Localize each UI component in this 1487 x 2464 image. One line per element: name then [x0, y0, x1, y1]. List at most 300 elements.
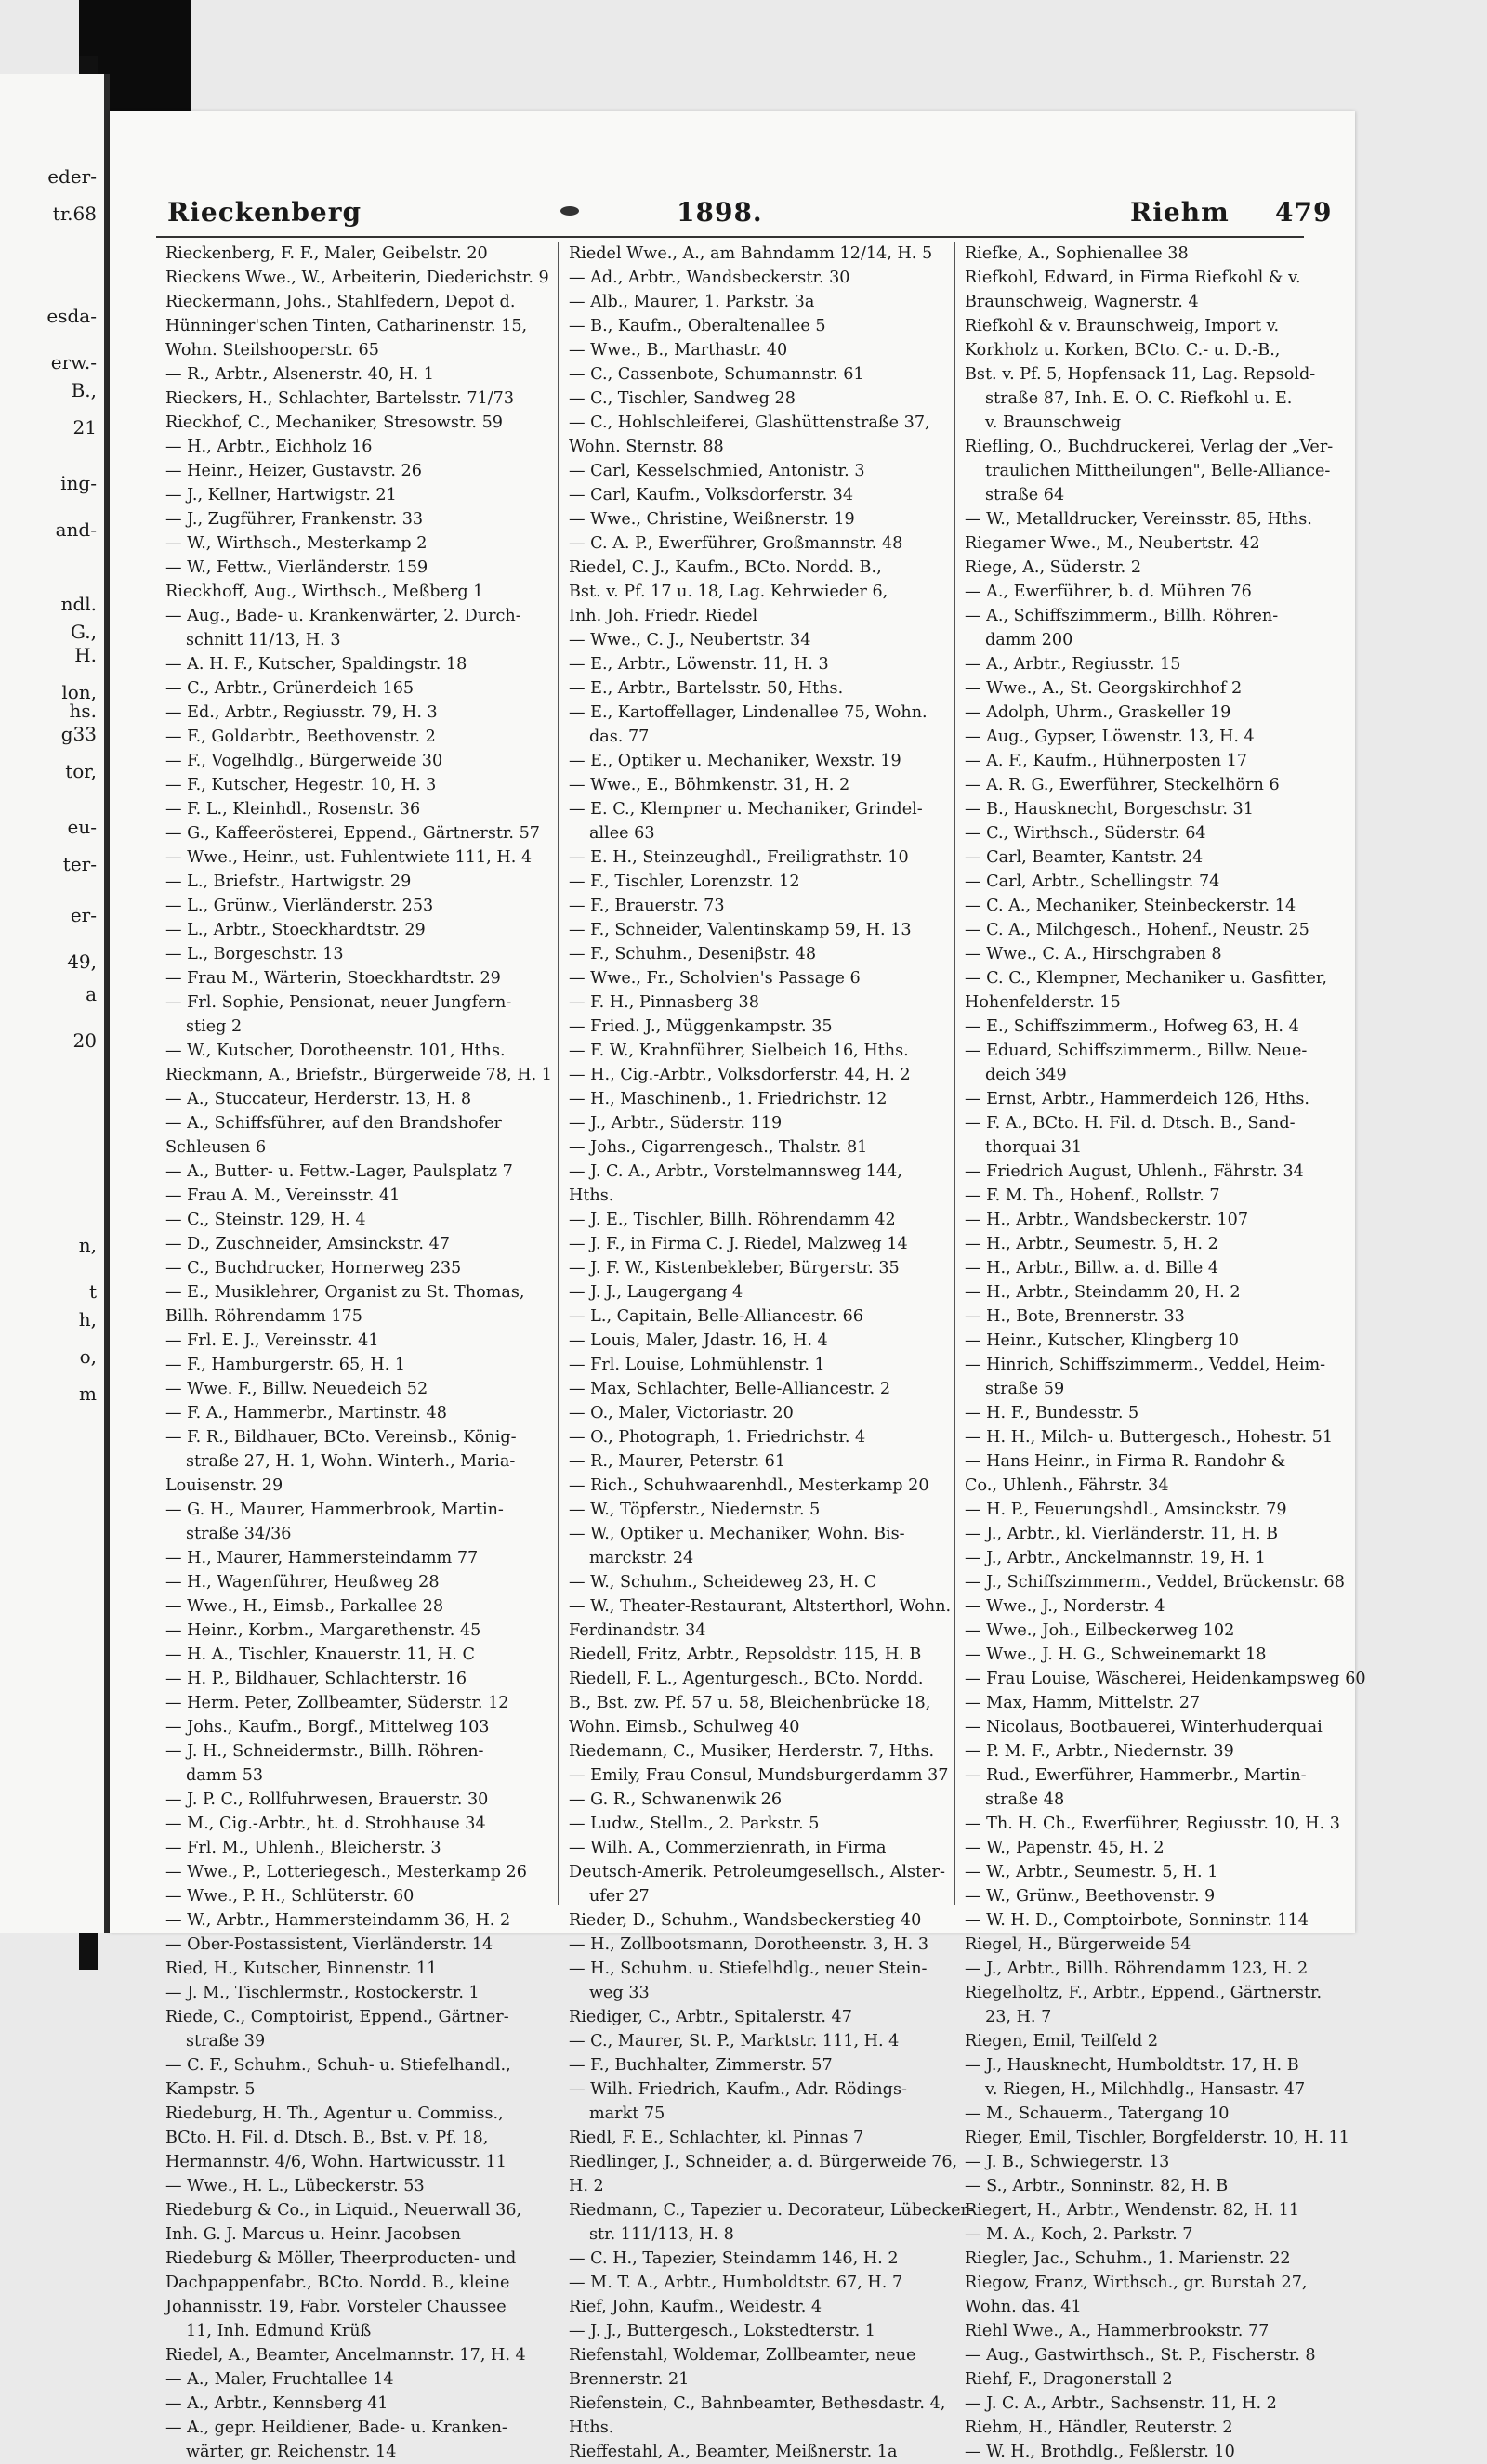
directory-entry-line: — Fried. J., Müggenkampstr. 35	[569, 1017, 833, 1036]
directory-entry-line: — H. P., Bildhauer, Schlachterstr. 16	[165, 1670, 467, 1688]
left-page-text-fragment: g33	[60, 723, 97, 745]
directory-entry-line: — C., Hohlschleiferei, Glashüttenstraße 37,	[569, 413, 930, 432]
directory-entry-line: Riegel, H., Bürgerweide 54	[965, 1935, 1191, 1954]
directory-entry-line: — M. T. A., Arbtr., Humboldtstr. 67, H. 7	[569, 2274, 903, 2292]
directory-entry-line: — Wwe., P. H., Schlüterstr. 60	[165, 1887, 415, 1906]
directory-entry-line: Riedel, A., Beamter, Ancelmannstr. 17, H. 4	[165, 2346, 526, 2365]
directory-entry-line: Billh. Röhrendamm 175	[165, 1307, 362, 1326]
directory-entry-line: — A. R. G., Ewerführer, Steckelhörn 6	[965, 776, 1280, 794]
directory-entry-line: Deutsch-Amerik. Petroleumgesellsch., Alster-	[569, 1863, 945, 1881]
directory-entry-line: — H., Zollbootsmann, Dorotheenstr. 3, H. 3	[569, 1935, 929, 1954]
directory-entry-line: — M. A., Koch, 2. Parkstr. 7	[965, 2225, 1193, 2244]
directory-entry-line: Ried, H., Kutscher, Binnenstr. 11	[165, 1959, 438, 1978]
directory-entry-line: — Frau A. M., Vereinsstr. 41	[165, 1186, 401, 1205]
left-page-text-fragment: ter-	[62, 853, 97, 875]
directory-entry-line: straße 48	[985, 1790, 1065, 1809]
directory-entry-line: Kampstr. 5	[165, 2080, 256, 2099]
directory-entry-line: — F., Buchhalter, Zimmerstr. 57	[569, 2056, 833, 2075]
directory-entry-line: thorquai 31	[985, 1138, 1083, 1157]
directory-entry-line: — B., Kaufm., Oberaltenallee 5	[569, 317, 826, 335]
directory-entry-line: — J. B., Schwiegerstr. 13	[965, 2153, 1170, 2171]
directory-entry-line: — W., Fettw., Vierländerstr. 159	[165, 558, 428, 577]
directory-entry-line: Wohn. Steilshooperstr. 65	[165, 341, 379, 360]
directory-entry-line: Hünninger'schen Tinten, Catharinenstr. 15,	[165, 317, 528, 335]
directory-entry-line: — J., Arbtr., Anckelmannstr. 19, H. 1	[965, 1549, 1266, 1567]
directory-entry-line: — Wwe., Christine, Weißnerstr. 19	[569, 510, 855, 529]
directory-entry-line: — Ad., Arbtr., Wandsbeckerstr. 30	[569, 269, 850, 287]
directory-entry-line: markt 75	[589, 2104, 665, 2123]
directory-entry-line: — W., Theater-Restaurant, Altsterthorl, Wohn.	[569, 1597, 952, 1616]
directory-entry-line: — R., Maurer, Peterstr. 61	[569, 1452, 786, 1471]
directory-entry-line: — J., Schiffszimmerm., Veddel, Brückenstr. 68	[965, 1573, 1345, 1592]
directory-entry-line: Riege, A., Süderstr. 2	[965, 558, 1142, 577]
directory-entry-line: — J. H., Schneidermstr., Billh. Röhren-	[165, 1742, 484, 1761]
directory-entry-line: — S., Arbtr., Sonninstr. 82, H. B	[965, 2177, 1229, 2195]
directory-entry-line: — G., Kaffeerösterei, Eppend., Gärtnerstr. 57	[165, 824, 540, 843]
directory-entry-line: Rieckmann, A., Briefstr., Bürgerweide 78, H. 1	[165, 1066, 552, 1084]
directory-entry-line: Rieffestahl, A., Beamter, Meißnerstr. 1a	[569, 2443, 898, 2461]
left-page-text-fragment: B.,	[71, 379, 97, 401]
directory-entry-line: Rief, John, Kaufm., Weidestr. 4	[569, 2298, 822, 2316]
directory-entry-line: — P. M. F., Arbtr., Niedernstr. 39	[965, 1742, 1234, 1761]
directory-entry-line: — C. C., Klempner, Mechaniker u. Gasfitter,	[965, 969, 1327, 988]
directory-entry-line: Bst. v. Pf. 17 u. 18, Lag. Kehrwieder 6,	[569, 583, 888, 601]
directory-entry-line: B., Bst. zw. Pf. 57 u. 58, Bleichenbrücke 18,	[569, 1694, 931, 1712]
directory-entry-line: — Heinr., Heizer, Gustavstr. 26	[165, 462, 422, 480]
directory-entry-line: weg 33	[589, 1984, 650, 2002]
left-page-text-fragment: G.,	[71, 621, 97, 643]
directory-entry-line: — C., Wirthsch., Süderstr. 64	[965, 824, 1206, 843]
directory-entry-line: — C. H., Tapezier, Steindamm 146, H. 2	[569, 2249, 899, 2268]
directory-entry-line: — F. L., Kleinhdl., Rosenstr. 36	[165, 800, 421, 819]
left-page-text-fragment: ndl.	[60, 593, 97, 615]
directory-entry-line: — C., Maurer, St. P., Marktstr. 111, H. 4	[569, 2032, 900, 2051]
directory-entry-line: — F. W., Krahnführer, Sielbeich 16, Hths.	[569, 1042, 909, 1060]
directory-entry-line: — F. R., Bildhauer, BCto. Vereinsb., König-	[165, 1428, 517, 1447]
directory-entry-line: — W., Arbtr., Hammersteindamm 36, H. 2	[165, 1911, 511, 1930]
directory-entry-line: Riegamer Wwe., M., Neubertstr. 42	[965, 534, 1260, 553]
directory-entry-line: — H. A., Tischler, Knauerstr. 11, H. C	[165, 1645, 475, 1664]
left-page-text-fragment: eder-	[47, 165, 97, 188]
directory-entry-line: — C., Cassenbote, Schumannstr. 61	[569, 365, 864, 384]
directory-entry-line: — H., Maschinenb., 1. Friedrichstr. 12	[569, 1090, 888, 1108]
directory-entry-line: — Louis, Maler, Jdastr. 16, H. 4	[569, 1331, 828, 1350]
directory-entry-line: — C. A., Milchgesch., Hohenf., Neustr. 25	[965, 921, 1309, 939]
left-page-text-fragment: o,	[79, 1345, 97, 1368]
directory-entry-line: — Frl. E. J., Vereinsstr. 41	[165, 1331, 379, 1350]
directory-entry-line: — Heinr., Korbm., Margarethenstr. 45	[165, 1621, 481, 1640]
directory-entry-line: — F., Hamburgerstr. 65, H. 1	[165, 1356, 406, 1374]
directory-entry-line: Inh. G. J. Marcus u. Heinr. Jacobsen	[165, 2225, 461, 2244]
directory-entry-line: straße 34/36	[186, 1525, 292, 1543]
left-page-text-fragment: eu-	[67, 816, 97, 838]
directory-entry-line: — J. P. C., Rollfuhrwesen, Brauerstr. 30	[165, 1790, 489, 1809]
directory-entry-line: — A., Butter- u. Fettw.-Lager, Paulsplatz 7	[165, 1162, 513, 1181]
directory-entry-line: Louisenstr. 29	[165, 1476, 283, 1495]
directory-entry-line: — H., Cig.-Arbtr., Volksdorferstr. 44, H. 2	[569, 1066, 911, 1084]
directory-entry-line: v. Braunschweig	[985, 413, 1122, 432]
directory-entry-line: Riehm, H., Händler, Reuterstr. 2	[965, 2418, 1233, 2437]
directory-entry-line: — A. F., Kaufm., Hühnerposten 17	[965, 752, 1248, 770]
directory-entry-line: — Rud., Ewerführer, Hammerbr., Martin-	[965, 1766, 1307, 1785]
directory-entry-line: Schleusen 6	[165, 1138, 267, 1157]
directory-entry-line: — H., Arbtr., Steindamm 20, H. 2	[965, 1283, 1241, 1302]
directory-entry-line: — E., Kartoffellager, Lindenallee 75, Wohn.	[569, 703, 928, 722]
directory-entry-line: Wohn. das. 41	[965, 2298, 1082, 2316]
directory-entry-line: — L., Capitain, Belle-Alliancestr. 66	[569, 1307, 863, 1326]
directory-entry-line: — C., Tischler, Sandweg 28	[569, 389, 796, 408]
left-page-text-fragment: a	[86, 983, 97, 1005]
directory-entry-line: marckstr. 24	[589, 1549, 694, 1567]
directory-entry-line: wärter, gr. Reichenstr. 14	[186, 2443, 397, 2461]
directory-entry-line: — O., Maler, Victoriastr. 20	[569, 1404, 794, 1422]
directory-entry-line: — Johs., Cigarrengesch., Thalstr. 81	[569, 1138, 868, 1157]
directory-entry-line: Riedeburg, H. Th., Agentur u. Commiss.,	[165, 2104, 504, 2123]
directory-entry-line: Ferdinandstr. 34	[569, 1621, 706, 1640]
directory-entry-line: — Wwe., B., Marthastr. 40	[569, 341, 788, 360]
directory-entry-line: — F., Schneider, Valentinskamp 59, H. 13	[569, 921, 912, 939]
directory-entry-line: — J. C. A., Arbtr., Vorstelmannsweg 144,	[569, 1162, 902, 1181]
directory-entry-line: straße 59	[985, 1380, 1065, 1398]
directory-entry-line: — H., Maurer, Hammersteindamm 77	[165, 1549, 479, 1567]
running-header	[147, 197, 1333, 229]
header-year: 1898.	[677, 197, 763, 228]
directory-entry-line: Riefling, O., Buchdruckerei, Verlag der „Ver-	[965, 438, 1334, 456]
directory-entry-line: — M., Cig.-Arbtr., ht. d. Strohhause 34	[165, 1815, 486, 1833]
directory-entry-line: Riegow, Franz, Wirthsch., gr. Burstah 27,	[965, 2274, 1308, 2292]
directory-entry-line: Hths.	[569, 1186, 614, 1205]
directory-entry-line: — Carl, Arbtr., Schellingstr. 74	[965, 872, 1220, 891]
directory-entry-line: — W., Arbtr., Seumestr. 5, H. 1	[965, 1863, 1218, 1881]
directory-entry-line: — F., Vogelhdlg., Bürgerweide 30	[165, 752, 443, 770]
directory-entry-line: Dachpappenfabr., BCto. Nordd. B., kleine	[165, 2274, 510, 2292]
directory-entry-line: — G. R., Schwanenwik 26	[569, 1790, 783, 1809]
directory-entry-line: Riedell, F. L., Agenturgesch., BCto. Nordd.	[569, 1670, 924, 1688]
directory-entry-line: — L., Arbtr., Stoeckhardtstr. 29	[165, 921, 426, 939]
directory-entry-line: Rieckers, H., Schlachter, Bartelsstr. 71/73	[165, 389, 515, 408]
directory-entry-line: — H., Arbtr., Wandsbeckerstr. 107	[965, 1211, 1249, 1229]
left-page-text-fragment: t	[88, 1280, 97, 1303]
directory-entry-line: — Wwe., Fr., Scholvien's Passage 6	[569, 969, 861, 988]
directory-entry-line: Riedell, Fritz, Arbtr., Repsoldstr. 115, H. B	[569, 1645, 922, 1664]
directory-entry-line: — Aug., Bade- u. Krankenwärter, 2. Durch-	[165, 607, 521, 625]
directory-entry-line: — Frl. M., Uhlenh., Bleicherstr. 3	[165, 1839, 441, 1857]
directory-entry-line: allee 63	[589, 824, 655, 843]
directory-entry-line: — Frl. Louise, Lohmühlenstr. 1	[569, 1356, 825, 1374]
directory-entry-line: — Heinr., Kutscher, Klingberg 10	[965, 1331, 1239, 1350]
left-page-text-fragment: and-	[55, 518, 97, 541]
directory-entry-line: — F., Tischler, Lorenzstr. 12	[569, 872, 800, 891]
directory-entry-line: — Ernst, Arbtr., Hammerdeich 126, Hths.	[965, 1090, 1309, 1108]
directory-entry-line: Co., Uhlenh., Fährstr. 34	[965, 1476, 1169, 1495]
directory-entry-line: Riefkohl & v. Braunschweig, Import v.	[965, 317, 1280, 335]
directory-entry-line: — Johs., Kaufm., Borgf., Mittelweg 103	[165, 1718, 490, 1737]
directory-entry-line: — W., Metalldrucker, Vereinsstr. 85, Hths.	[965, 510, 1312, 529]
directory-entry-line: — F., Kutscher, Hegestr. 10, H. 3	[165, 776, 437, 794]
directory-entry-line: Bst. v. Pf. 5, Hopfensack 11, Lag. Repsold-	[965, 365, 1316, 384]
directory-entry-line: — O., Photograph, 1. Friedrichstr. 4	[569, 1428, 866, 1447]
directory-entry-line: — E., Musiklehrer, Organist zu St. Thomas,	[165, 1283, 525, 1302]
directory-entry-line: Riedel, C. J., Kaufm., BCto. Nordd. B.,	[569, 558, 882, 577]
directory-entry-line: — A. H. F., Kutscher, Spaldingstr. 18	[165, 655, 467, 674]
directory-entry-line: str. 111/113, H. 8	[589, 2225, 734, 2244]
directory-entry-line: damm 53	[186, 1766, 264, 1785]
directory-entry-line: — B., Hausknecht, Borgeschstr. 31	[965, 800, 1254, 819]
directory-entry-line: Riedeburg & Co., in Liquid., Neuerwall 36,	[165, 2201, 522, 2220]
left-page-text-fragment: H.	[74, 644, 97, 666]
left-page-text-fragment: hs.	[69, 700, 97, 722]
directory-entry-line: — Ed., Arbtr., Regiusstr. 79, H. 3	[165, 703, 438, 722]
directory-entry-line: — Carl, Kaufm., Volksdorferstr. 34	[569, 486, 854, 505]
directory-entry-line: — Ludw., Stellm., 2. Parkstr. 5	[569, 1815, 820, 1833]
directory-entry-line: — H., Wagenführer, Heußweg 28	[165, 1573, 440, 1592]
directory-entry-line: Hermannstr. 4/6, Wohn. Hartwicusstr. 11	[165, 2153, 507, 2171]
directory-entry-line: — A., gepr. Heildiener, Bade- u. Kranken-	[165, 2418, 507, 2437]
directory-entry-line: straße 27, H. 1, Wohn. Winterh., Maria-	[186, 1452, 516, 1471]
directory-entry-line: straße 87, Inh. E. O. C. Riefkohl u. E.	[985, 389, 1293, 408]
directory-entry-line: Riedlinger, J., Schneider, a. d. Bürgerweide 76,	[569, 2153, 958, 2171]
directory-entry-line: Riegert, H., Arbtr., Wendenstr. 82, H. 11	[965, 2201, 1300, 2220]
directory-entry-line: Riediger, C., Arbtr., Spitalerstr. 47	[569, 2008, 852, 2026]
directory-entry-line: H. 2	[569, 2177, 604, 2195]
directory-entry-line: — J. M., Tischlermstr., Rostockerstr. 1	[165, 1984, 480, 2002]
directory-entry-line: — J. E., Tischler, Billh. Röhrendamm 42	[569, 1211, 896, 1229]
header-first-entry: Rieckenberg	[167, 197, 362, 228]
directory-entry-line: Inh. Joh. Friedr. Riedel	[569, 607, 758, 625]
left-page-text-fragment: 20	[72, 1029, 97, 1052]
directory-entry-line: Riegelholtz, F., Arbtr., Eppend., Gärtnerstr.	[965, 1984, 1323, 2002]
directory-entry-line: — Aug., Gastwirthsch., St. P., Fischerstr. 8	[965, 2346, 1316, 2365]
directory-entry-line: — H. H., Milch- u. Buttergesch., Hohestr. 51	[965, 1428, 1334, 1447]
directory-entry-line: — C., Arbtr., Grünerdeich 165	[165, 679, 415, 698]
left-page-text-fragment: 21	[72, 416, 97, 439]
directory-entry-line: — A., Ewerführer, b. d. Mühren 76	[965, 583, 1252, 601]
directory-entry-line: — Wilh. Friedrich, Kaufm., Adr. Rödings-	[569, 2080, 907, 2099]
left-page-text-fragment: n,	[78, 1234, 97, 1256]
directory-entry-line: — Adolph, Uhrm., Graskeller 19	[965, 703, 1231, 722]
directory-entry-line: — Max, Hamm, Mittelstr. 27	[965, 1694, 1201, 1712]
directory-entry-line: — A., Arbtr., Kennsberg 41	[165, 2394, 388, 2413]
directory-entry-line: — W., Papenstr. 45, H. 2	[965, 1839, 1165, 1857]
directory-entry-line: — C. F., Schuhm., Schuh- u. Stiefelhandl.,	[165, 2056, 511, 2075]
directory-entry-line: — L., Borgeschstr. 13	[165, 945, 344, 963]
directory-entry-line: Rieder, D., Schuhm., Wandsbeckerstieg 40	[569, 1911, 922, 1930]
directory-entry-line: Riedel Wwe., A., am Bahndamm 12/14, H. 5	[569, 244, 933, 263]
left-page-text-fragment: tr.68	[52, 203, 97, 225]
directory-entry-line: 11, Inh. Edmund Krüß	[186, 2322, 372, 2340]
left-page-text-fragment: tor,	[65, 760, 97, 782]
directory-entry-line: — Wilh. A., Commerzienrath, in Firma	[569, 1839, 887, 1857]
directory-entry-line: — Max, Schlachter, Belle-Alliancestr. 2	[569, 1380, 891, 1398]
directory-entry-line: straße 64	[985, 486, 1065, 505]
directory-entry-line: — H. P., Feuerungshdl., Amsinckstr. 79	[965, 1501, 1287, 1519]
directory-entry-line: Riefkohl, Edward, in Firma Riefkohl & v.	[965, 269, 1301, 287]
directory-entry-line: damm 200	[985, 631, 1073, 649]
directory-entry-line: — Wwe., E., Böhmkenstr. 31, H. 2	[569, 776, 850, 794]
directory-entry-line: — J., Arbtr., Billh. Röhrendamm 123, H. 2	[965, 1959, 1309, 1978]
directory-entry-line: — A., Stuccateur, Herderstr. 13, H. 8	[165, 1090, 472, 1108]
directory-entry-line: — F., Goldarbtr., Beethovenstr. 2	[165, 727, 436, 746]
directory-entry-line: — Ober-Postassistent, Vierländerstr. 14	[165, 1935, 493, 1954]
directory-entry-line: — Wwe., Joh., Eilbeckerweg 102	[965, 1621, 1235, 1640]
directory-entry-line: — L., Briefstr., Hartwigstr. 29	[165, 872, 412, 891]
directory-entry-line: — Carl, Beamter, Kantstr. 24	[965, 848, 1204, 867]
directory-entry-line: — J. F., in Firma C. J. Riedel, Malzweg 14	[569, 1235, 908, 1253]
directory-entry-line: — J., Arbtr., Süderstr. 119	[569, 1114, 783, 1133]
directory-entry-line: Wohn. Sternstr. 88	[569, 438, 724, 456]
directory-entry-line: schnitt 11/13, H. 3	[186, 631, 341, 649]
directory-entry-line: Riegen, Emil, Teilfeld 2	[965, 2032, 1159, 2051]
directory-entry-line: — F. H., Pinnasberg 38	[569, 993, 759, 1012]
directory-entry-line: — M., Schauerm., Tatergang 10	[965, 2104, 1230, 2123]
directory-entry-line: — Emily, Frau Consul, Mundsburgerdamm 37	[569, 1766, 949, 1785]
directory-entry-line: — W. H. D., Comptoirbote, Sonninstr. 114	[965, 1911, 1309, 1930]
directory-entry-line: — J., Arbtr., kl. Vierländerstr. 11, H. B	[965, 1525, 1278, 1543]
directory-column-2	[569, 242, 974, 2461]
directory-entry-line: Riefenstahl, Woldemar, Zollbeamter, neue	[569, 2346, 916, 2365]
column-divider	[954, 242, 955, 1905]
directory-entry-line: — W., Kutscher, Dorotheenstr. 101, Hths.	[165, 1042, 506, 1060]
directory-entry-line: — Hans Heinr., in Firma R. Randohr &	[965, 1452, 1286, 1471]
directory-entry-line: — D., Zuschneider, Amsinckstr. 47	[165, 1235, 450, 1253]
directory-entry-line: Hths.	[569, 2418, 614, 2437]
page-number: 479	[1275, 197, 1333, 228]
directory-entry-line: — Hinrich, Schiffszimmerm., Veddel, Heim-	[965, 1356, 1326, 1374]
left-page-text-fragment: ing-	[60, 472, 97, 494]
directory-entry-line: — E., Optiker u. Mechaniker, Wexstr. 19	[569, 752, 901, 770]
directory-entry-line: Riegler, Jac., Schuhm., 1. Marienstr. 22	[965, 2249, 1291, 2268]
directory-entry-line: — J., Zugführer, Frankenstr. 33	[165, 510, 424, 529]
directory-entry-line: — J., Hausknecht, Humboldtstr. 17, H. B	[965, 2056, 1299, 2075]
directory-entry-line: Riefenstein, C., Bahnbeamter, Bethesdastr. 4,	[569, 2394, 946, 2413]
directory-entry-line: — Frau Louise, Wäscherei, Heidenkampsweg 60	[965, 1670, 1366, 1688]
directory-entry-line: — A., Arbtr., Regiusstr. 15	[965, 655, 1181, 674]
directory-entry-line: — C. A. P., Ewerführer, Großmannstr. 48	[569, 534, 903, 553]
directory-entry-line: Rieckenberg, F. F., Maler, Geibelstr. 20	[165, 244, 488, 263]
directory-entry-line: — Rich., Schuhwaarenhdl., Mesterkamp 20	[569, 1476, 929, 1495]
left-page-fragment	[0, 74, 110, 1933]
left-page-text-fragment: erw.-	[50, 351, 97, 374]
directory-entry-line: Rieckermann, Johs., Stahlfedern, Depot d.	[165, 293, 516, 311]
directory-entry-line: — W., Optiker u. Mechaniker, Wohn. Bis-	[569, 1525, 905, 1543]
directory-entry-line: straße 39	[186, 2032, 266, 2051]
directory-entry-line: Hohenfelderstr. 15	[965, 993, 1121, 1012]
directory-entry-line: — Eduard, Schiffszimmerm., Billw. Neue-	[965, 1042, 1308, 1060]
header-last-entry: Riehm	[1130, 197, 1230, 228]
column-divider	[558, 242, 559, 1905]
directory-entry-line: — J. F. W., Kistenbekleber, Bürgerstr. 35	[569, 1259, 900, 1278]
directory-entry-line: — Wwe., J., Norderstr. 4	[965, 1597, 1165, 1616]
directory-entry-line: deich 349	[985, 1066, 1067, 1084]
directory-entry-line: — Carl, Kesselschmied, Antonistr. 3	[569, 462, 865, 480]
directory-entry-line: — W., Grünw., Beethovenstr. 9	[965, 1887, 1216, 1906]
directory-entry-line: — Frl. Sophie, Pensionat, neuer Jungfern-	[165, 993, 512, 1012]
directory-entry-line: Riedeburg & Möller, Theerproducten- und	[165, 2249, 517, 2268]
directory-entry-line: — F., Schuhm., Deseniβstr. 48	[569, 945, 817, 963]
directory-entry-line: Brennerstr. 21	[569, 2370, 690, 2389]
directory-entry-line: — F., Brauerstr. 73	[569, 897, 725, 915]
left-page-text-fragment: 49,	[67, 950, 97, 973]
directory-entry-line: Rieger, Emil, Tischler, Borgfelderstr. 10, H. 11	[965, 2129, 1349, 2147]
directory-entry-line: — G. H., Maurer, Hammerbrook, Martin-	[165, 1501, 504, 1519]
directory-entry-line: Riehl Wwe., A., Hammerbrookstr. 77	[965, 2322, 1270, 2340]
directory-entry-line: — H., Bote, Brennerstr. 33	[965, 1307, 1185, 1326]
directory-entry-line: — H., Arbtr., Eichholz 16	[165, 438, 373, 456]
directory-entry-line: — E., Arbtr., Löwenstr. 11, H. 3	[569, 655, 829, 674]
directory-column-3	[965, 242, 1366, 2461]
directory-entry-line: Riedmann, C., Tapezier u. Decorateur, Lübecker-	[569, 2201, 974, 2220]
directory-entry-line: — J. C. A., Arbtr., Sachsenstr. 11, H. 2	[965, 2394, 1277, 2413]
directory-entry-line: — W., Schuhm., Scheideweg 23, H. C	[569, 1573, 877, 1592]
directory-entry-line: — L., Grünw., Vierländerstr. 253	[165, 897, 434, 915]
directory-entry-line: — W., Töpferstr., Niedernstr. 5	[569, 1501, 821, 1519]
directory-entry-line: — Wwe., Heinr., ust. Fuhlentwiete 111, H. 4	[165, 848, 533, 867]
directory-entry-line: — Wwe., C. A., Hirschgraben 8	[965, 945, 1222, 963]
directory-entry-line: — J. J., Laugergang 4	[569, 1283, 744, 1302]
directory-page	[110, 111, 1366, 2461]
directory-entry-line: 23, H. 7	[985, 2008, 1052, 2026]
directory-entry-line: Braunschweig, Wagnerstr. 4	[965, 293, 1199, 311]
directory-entry-line: — Wwe., J. H. G., Schweinemarkt 18	[965, 1645, 1267, 1664]
directory-entry-line: — F. A., Hammerbr., Martinstr. 48	[165, 1404, 447, 1422]
directory-entry-line: — Nicolaus, Bootbauerei, Winterhuderquai	[965, 1718, 1323, 1737]
directory-entry-line: stieg 2	[186, 1017, 243, 1036]
directory-entry-line: — Th. H. Ch., Ewerführer, Regiusstr. 10, H. 3	[965, 1815, 1340, 1833]
directory-entry-line: — C., Steinstr. 129, H. 4	[165, 1211, 366, 1229]
directory-entry-line: Rieckhoff, Aug., Wirthsch., Meßberg 1	[165, 583, 484, 601]
directory-entry-line: — Wwe., A., St. Georgskirchhof 2	[965, 679, 1243, 698]
directory-entry-line: Johannisstr. 19, Fabr. Vorsteler Chaussee	[165, 2298, 507, 2316]
directory-entry-line: — Aug., Gypser, Löwenstr. 13, H. 4	[965, 727, 1255, 746]
directory-entry-line: Riedl, F. E., Schlachter, kl. Pinnas 7	[569, 2129, 864, 2147]
left-page-text-fragment: esda-	[46, 305, 97, 327]
directory-entry-line: Korkholz u. Korken, BCto. C.- u. D.-B.,	[965, 341, 1281, 360]
directory-entry-line: — Friedrich August, Uhlenh., Fährstr. 34	[965, 1162, 1304, 1181]
directory-entry-line: — Wwe., H. L., Lübeckerstr. 53	[165, 2177, 425, 2195]
directory-entry-line: — Wwe. F., Billw. Neuedeich 52	[165, 1380, 428, 1398]
directory-entry-line: — Alb., Maurer, 1. Parkstr. 3a	[569, 293, 815, 311]
directory-entry-line: BCto. H. Fil. d. Dtsch. B., Bst. v. Pf. 18,	[165, 2129, 489, 2147]
directory-entry-line: v. Riegen, H., Milchhdlg., Hansastr. 47	[985, 2080, 1306, 2099]
directory-entry-line: — Frau M., Wärterin, Stoeckhardtstr. 29	[165, 969, 501, 988]
directory-entry-line: — A., Maler, Fruchtallee 14	[165, 2370, 394, 2389]
directory-entry-line: Riedemann, C., Musiker, Herderstr. 7, Hths.	[569, 1742, 935, 1761]
directory-entry-line: — F. A., BCto. H. Fil. d. Dtsch. B., Sand-	[965, 1114, 1296, 1133]
directory-entry-line: — E., Arbtr., Bartelsstr. 50, Hths.	[569, 679, 844, 698]
directory-entry-line: Riehf, F., Dragonerstall 2	[965, 2370, 1173, 2389]
directory-entry-line: — Herm. Peter, Zollbeamter, Süderstr. 12	[165, 1694, 509, 1712]
directory-entry-line: — J. J., Buttergesch., Lokstedterstr. 1	[569, 2322, 875, 2340]
directory-entry-line: das. 77	[589, 727, 650, 746]
directory-entry-line: — F. M. Th., Hohenf., Rollstr. 7	[965, 1186, 1220, 1205]
directory-column-1	[165, 242, 552, 2461]
directory-entry-line: — E. C., Klempner u. Mechaniker, Grindel-	[569, 800, 923, 819]
directory-entry-line: — W. H., Brothdlg., Feßlerstr. 10	[965, 2443, 1235, 2461]
directory-entry-line: — E., Schiffszimmerm., Hofweg 63, H. 4	[965, 1017, 1299, 1036]
directory-entry-line: — W., Wirthsch., Mesterkamp 2	[165, 534, 428, 553]
directory-entry-line: — A., Schiffsführer, auf den Brandshofer	[165, 1114, 502, 1133]
left-page-text-fragment: h,	[78, 1308, 97, 1330]
directory-entry-line: — C., Buchdrucker, Hornerweg 235	[165, 1259, 462, 1278]
directory-entry-line: — E. H., Steinzeughdl., Freiligrathstr. 10	[569, 848, 909, 867]
directory-entry-line: — Wwe., P., Lotteriegesch., Mesterkamp 26	[165, 1863, 527, 1881]
directory-entry-line: — R., Arbtr., Alsenerstr. 40, H. 1	[165, 365, 434, 384]
directory-entry-line: — A., Schiffszimmerm., Billh. Röhren-	[965, 607, 1279, 625]
directory-entry-line: — C. A., Mechaniker, Steinbeckerstr. 14	[965, 897, 1296, 915]
directory-entry-line: Rieckhof, C., Mechaniker, Stresowstr. 59	[165, 413, 503, 432]
header-rule	[156, 236, 1304, 238]
left-page-text-fragment: er-	[70, 904, 97, 926]
